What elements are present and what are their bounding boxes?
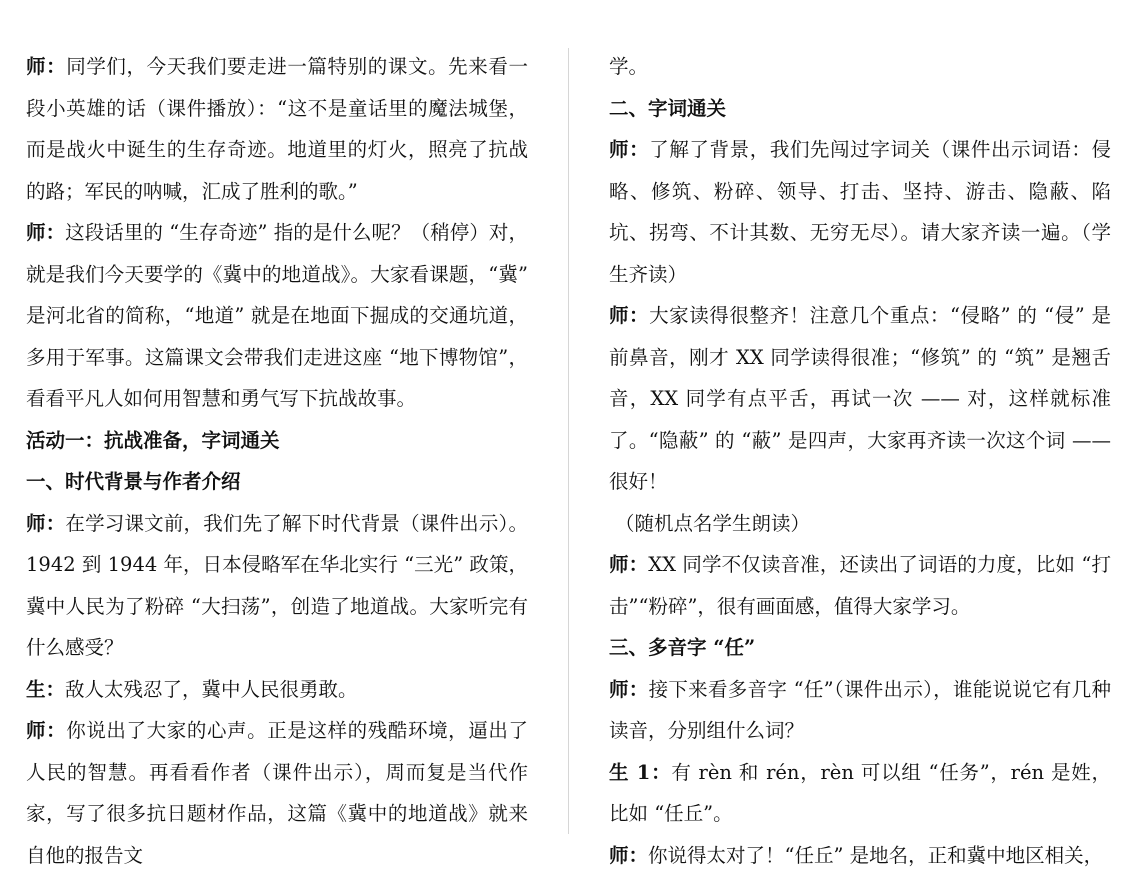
dialogue-paragraph [609, 46, 1111, 88]
paragraph-text: 大家读得很整齐！注意几个重点：“侵略” 的 “侵” 是前鼻音，刚才 XX 同学读得很准；“修筑” 的 “筑” 是翘舌音，XX 同学有点平舌，再试一次 —— 对，这样就标准了。“隐蔽” 的 “蔽” 是四声，大家再齐读一次这个词 ——很好！ [609, 304, 1111, 493]
dialogue-paragraph [609, 835, 1111, 877]
paragraph-text: 敌人太残忍了，冀中人民很勇敢。 [65, 677, 358, 701]
speaker-label: 师： [609, 843, 649, 867]
dialogue-paragraph [26, 669, 528, 711]
dialogue-paragraph [609, 295, 1111, 503]
dialogue-paragraph [609, 544, 1111, 627]
speaker-label: 师： [26, 221, 66, 244]
column-divider [568, 48, 569, 834]
dialogue-paragraph [26, 212, 528, 420]
stage-note: （随机点名学生朗读） [615, 511, 811, 535]
paragraph-text: 这段话里的 “生存奇迹” 指的是什么呢？（稍停）对，就是我们今天要学的《冀中的地道战》。大家看课题，“冀” 是河北省的简称，“地道” 就是在地面下掘成的交通坑道，多用于军事。这篇课文会带我们走进这座 “地下博物馆”，看看平凡人如何用智慧和勇气写下抗战故事。 [26, 221, 528, 410]
dialogue-paragraph [609, 129, 1111, 295]
dialogue-paragraph [26, 710, 528, 876]
speaker-label: 生： [26, 677, 66, 701]
left-column [26, 46, 528, 876]
paragraph-text: 有 rèn 和 rén，rèn 可以组 “任务”，rén 是姓，比如 “任丘”。 [609, 760, 1112, 825]
dialogue-paragraph [609, 752, 1111, 835]
paragraph-text: 你说出了大家的心声。正是这样的残酷环境，逼出了人民的智慧。再看看作者（课件出示），周而复是当代作家，写了很多抗日题材作品，这篇《冀中的地道战》就来自他的报告文 [26, 719, 528, 867]
paragraph-text: 学。 [609, 55, 649, 78]
paragraph-text: 接下来看多音字 “任”（课件出示），谁能说说它有几种读音，分别组什么词？ [609, 677, 1111, 742]
paragraph-text: 同学们，今天我们要走进一篇特别的课文。先来看一段小英雄的话（课件播放）：“这不是童话里的魔法城堡，而是战火中诞生的生存奇迹。地道里的灯火，照亮了抗战的路；军民的呐喊，汇成了胜利的歌。” [26, 55, 528, 203]
speaker-label: 师： [26, 719, 67, 742]
speaker-label: 师： [609, 138, 650, 161]
section-heading: 二、字词通关 [609, 96, 727, 120]
section-heading: 活动一：抗战准备，字词通关 [26, 428, 280, 452]
speaker-label: 师： [609, 304, 650, 327]
speaker-label: 师： [26, 511, 66, 535]
speaker-label: 师： [609, 677, 649, 701]
right-column [609, 46, 1111, 876]
dialogue-paragraph [26, 503, 528, 669]
section-heading: 一、时代背景与作者介绍 [26, 470, 241, 493]
dialogue-paragraph [609, 669, 1111, 752]
section-heading: 三、多音字 “任” [609, 636, 756, 659]
dialogue-paragraph [26, 46, 528, 212]
speaker-label: 生 1： [609, 760, 672, 784]
paragraph-text: 你说得太对了！“任丘” 是地名，正和冀中地区相关， [648, 843, 1104, 867]
speaker-label: 师： [26, 55, 67, 78]
speaker-label: 师： [609, 553, 649, 576]
paragraph-text: 在学习课文前，我们先了解下时代背景（课件出示）。1942 到 1944 年，日本侵略军在华北实行 “三光” 政策，冀中人民为了粉碎 “大扫荡”，创造了地道战。大家听完有什么感受？ [26, 511, 528, 659]
paragraph-text: XX 同学不仅读音准，还读出了词语的力度，比如 “打击”“粉碎”，很有画面感，值得大家学习。 [609, 553, 1111, 618]
paragraph-text: 了解了背景，我们先闯过字词关（课件出示词语：侵略、修筑、粉碎、领导、打击、坚持、游击、隐蔽、陷坑、拐弯、不计其数、无穷无尽）。请大家齐读一遍。（学生齐读） [609, 138, 1111, 286]
